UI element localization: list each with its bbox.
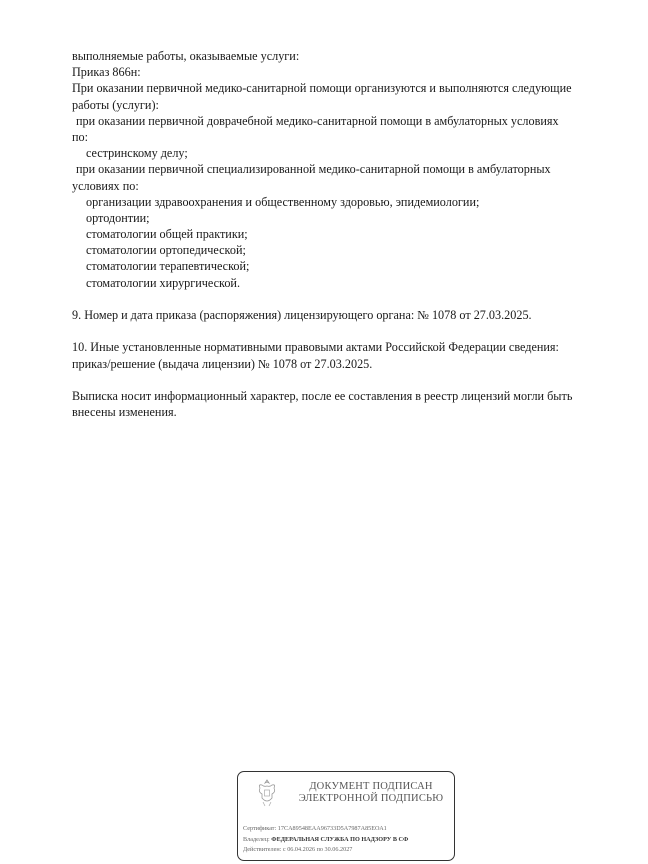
stamp-title-line-1: ДОКУМЕНТ ПОДПИСАН [309, 781, 433, 792]
section-10-line-1: 10. Иные установленные нормативными правовыми актами Российской Федерации сведения: [72, 340, 559, 355]
stamp-certificate: Сертификат: 17CA89548ЕАА96733D5А7987А85ЕОА1 [243, 825, 387, 832]
stamp-title [296, 781, 446, 805]
note-line-1: Выписка носит информационный характер, после ее составления в реестр лицензий могли быть [72, 388, 573, 403]
document-body [72, 48, 628, 420]
body-line: по: [72, 129, 89, 144]
body-line: стоматологии ортопедической; [86, 243, 246, 258]
stamp-owner-name: ФЕДЕРАЛЬНАЯ СЛУЖБА ПО НАДЗОРУ В СФ [271, 835, 409, 843]
body-line: стоматологии хирургической. [86, 275, 240, 290]
coat-of-arms-icon [256, 778, 278, 808]
body-line: стоматологии терапевтической; [86, 259, 250, 274]
body-line: выполняемые работы, оказываемые услуги: [72, 49, 300, 63]
stamp-owner [243, 835, 455, 846]
body-line: При оказании первичной медико-санитарной помощи организуются и выполняются следующие [72, 81, 572, 96]
note-line-2: внесены изменения. [72, 405, 177, 420]
section-9-order-info: 9. Номер и дата приказа (распоряжения) лицензирующего органа: № 1078 от 27.03.2025. [72, 308, 532, 322]
body-line: сестринскому делу; [86, 146, 188, 161]
body-line: условиях по: [72, 178, 139, 193]
body-line: работы (услуги): [72, 97, 159, 112]
body-line: при оказании первичной специализированной медико-санитарной помощи в амбулаторных [76, 162, 551, 177]
body-line: при оказании первичной доврачебной медико-санитарной помощи в амбулаторных условиях [76, 113, 559, 128]
electronic-signature-stamp [237, 771, 455, 861]
stamp-validity: Действителен: с 06.04.2026 по 30.06.2027 [243, 846, 353, 853]
stamp-details [243, 824, 455, 856]
body-line: организации здравоохранения и общественному здоровью, эпидемиологии; [86, 194, 480, 209]
section-10-line-2: приказ/решение (выдача лицензии) № 1078 от 27.03.2025. [72, 356, 373, 371]
body-line: стоматологии общей практики; [86, 227, 248, 242]
services-list [72, 48, 628, 291]
stamp-owner-label: Владелец: [243, 835, 270, 843]
body-line: Приказ 866н: [72, 65, 141, 80]
stamp-title-line-2: ЭЛЕКТРОННОЙ ПОДПИСЬЮ [298, 793, 444, 804]
body-line: ортодонтии; [86, 210, 150, 225]
